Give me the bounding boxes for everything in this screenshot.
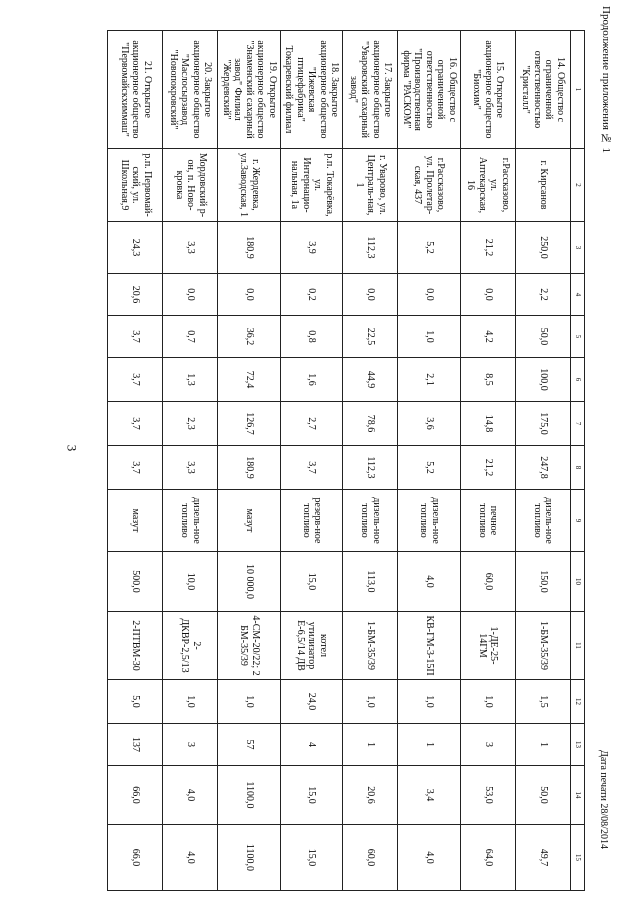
table-cell: 24,3 [108, 222, 163, 274]
table-cell: дизель-ное топливо [343, 490, 398, 552]
table-cell: 4,2 [461, 316, 516, 358]
table-cell: 0,0 [218, 274, 281, 316]
table-cell: 112,3 [343, 446, 398, 490]
table-cell: 3 [461, 724, 516, 766]
table-cell: 0,2 [281, 274, 344, 316]
table-cell: 1,0 [461, 680, 516, 724]
table-cell: г. Кирсанов [516, 149, 571, 222]
table-cell: 50,0 [516, 766, 571, 825]
table-cell: 0,0 [163, 274, 218, 316]
table-cell: 1 [398, 724, 461, 766]
table-cell: 20,6 [343, 766, 398, 825]
table-cell: 4,0 [398, 825, 461, 891]
table-cell: мазут [108, 490, 163, 552]
table-cell: 2-ПТВМ-30 [108, 612, 163, 680]
table-cell: 72,4 [218, 358, 281, 402]
table-cell: 500,0 [108, 552, 163, 612]
table-cell: 175,0 [516, 402, 571, 446]
table-cell: 180,9 [218, 446, 281, 490]
table-cell: 57 [218, 724, 281, 766]
table-cell: 3,7 [281, 446, 344, 490]
table-cell: 1100,0 [218, 766, 281, 825]
table-cell: 14,8 [461, 402, 516, 446]
table-cell: 2-ДКВР-2,5/13 [163, 612, 218, 680]
table-cell: 150,0 [516, 552, 571, 612]
table-cell: 24,0 [281, 680, 344, 724]
table-cell: 3,7 [108, 316, 163, 358]
table-cell: 4,0 [163, 766, 218, 825]
table-cell: 250,0 [516, 222, 571, 274]
table-cell: 21. Открытое акционерное общество "Первомайскхиммаш" [108, 31, 163, 149]
table-row [218, 31, 281, 891]
table-cell: 1,0 [218, 680, 281, 724]
table-cell: 3,7 [108, 446, 163, 490]
table-cell: 66,0 [108, 766, 163, 825]
table-cell: 14. Общество с ограниченной ответственностью "Кристалл" [516, 31, 571, 149]
table-cell: 137 [108, 724, 163, 766]
table-cell: резерв-ное топливо [281, 490, 344, 552]
table-cell: 1,0 [163, 680, 218, 724]
table-cell: 15,0 [281, 825, 344, 891]
print-date: Дата печати 28/08/2014 [598, 750, 609, 849]
column-number: 3 [571, 222, 585, 274]
table-cell: 3,7 [108, 402, 163, 446]
table-cell: г.Рассказово, ул. Пролетар-ская, 437 [398, 149, 461, 222]
column-number: 9 [571, 490, 585, 552]
table-cell: 1,0 [343, 680, 398, 724]
table-cell: 21,2 [461, 446, 516, 490]
table-cell: 1-БМ-35/39 [516, 612, 571, 680]
table-cell: 3,7 [108, 358, 163, 402]
table-row [398, 31, 461, 891]
table-cell: 1-БМ-35/39 [343, 612, 398, 680]
table-cell: котел утилизатор Е-6,5/14 ДВ [281, 612, 344, 680]
table-cell: 15. Открытое акционерное общество "Биохим" [461, 31, 516, 149]
table-cell: 19. Открытое акционерное общество "Знаменский сахарный завод" Филиал "Жердевский" [218, 31, 281, 149]
table-cell: 3,6 [398, 402, 461, 446]
table-cell: 0,0 [343, 274, 398, 316]
table-cell: 60,0 [461, 552, 516, 612]
table-cell: 8,5 [461, 358, 516, 402]
table-cell: 113,0 [343, 552, 398, 612]
table-cell: печное топливо [461, 490, 516, 552]
table-cell: 0,0 [461, 274, 516, 316]
table-cell: дизель-ное топливо [163, 490, 218, 552]
table-cell: КВ-ГМ-3-15П [398, 612, 461, 680]
table-cell: 5,2 [398, 222, 461, 274]
column-number: 4 [571, 274, 585, 316]
table-cell: 21,2 [461, 222, 516, 274]
table-cell: 66,0 [108, 825, 163, 891]
table-cell: 1100,0 [218, 825, 281, 891]
table-cell: 49,7 [516, 825, 571, 891]
table-cell: 60,0 [343, 825, 398, 891]
table-cell: р.п. Токарёвка, ул. Интернацио-нальная, 1а [281, 149, 344, 222]
table-cell: 247,8 [516, 446, 571, 490]
column-number: 2 [571, 149, 585, 222]
table-cell: мазут [218, 490, 281, 552]
column-number: 11 [571, 612, 585, 680]
table-cell: 1 [343, 724, 398, 766]
column-number: 6 [571, 358, 585, 402]
table-cell: 1,0 [398, 316, 461, 358]
table-cell: 44,9 [343, 358, 398, 402]
table-cell: р.п. Первомай-ский, ул. Школьная,9 [108, 149, 163, 222]
rotated-table-wrapper [108, 30, 586, 891]
table-cell: 5,0 [108, 680, 163, 724]
table-cell: 2,2 [516, 274, 571, 316]
table-cell: 15,0 [281, 766, 344, 825]
table-cell: 2,1 [398, 358, 461, 402]
table-cell: 17. Закрытое акционерное общество "Уваровский сахарный завод" [343, 31, 398, 149]
table-cell: г. Жердевка, ул.Заводская, 1 [218, 149, 281, 222]
table-cell: дизель-ное топливо [516, 490, 571, 552]
table-cell: 112,3 [343, 222, 398, 274]
table-cell: 180,9 [218, 222, 281, 274]
table-cell: 1,0 [398, 680, 461, 724]
table-cell: 1,5 [516, 680, 571, 724]
data-table [108, 30, 586, 891]
table-cell: 1 [516, 724, 571, 766]
column-number: 12 [571, 680, 585, 724]
table-cell: 10 000,0 [218, 552, 281, 612]
column-number: 7 [571, 402, 585, 446]
table-row [461, 31, 516, 891]
table-cell: 16. Общество с ограниченной ответственностью "Производственная фирма "РАСКОМ" [398, 31, 461, 149]
column-number: 8 [571, 446, 585, 490]
table-cell: 4-СМ-20/22; 2 БМ-35/39 [218, 612, 281, 680]
column-number-row [571, 31, 585, 891]
table-cell: 3,3 [163, 446, 218, 490]
table-cell: 64,0 [461, 825, 516, 891]
table-row [343, 31, 398, 891]
table-row [163, 31, 218, 891]
table-cell: 0,8 [281, 316, 344, 358]
table-cell: 0,0 [398, 274, 461, 316]
table-cell: 126,7 [218, 402, 281, 446]
table-cell: 4 [281, 724, 344, 766]
table-cell: г. Уварово, ул. Централь-ная, 1 [343, 149, 398, 222]
table-cell: 100,0 [516, 358, 571, 402]
table-cell: 3,3 [163, 222, 218, 274]
table-cell: 4,0 [163, 825, 218, 891]
table-cell: 1,6 [281, 358, 344, 402]
page-number: 3 [64, 444, 80, 452]
table-cell: 36,2 [218, 316, 281, 358]
table-cell: Мордовский р-он, п. Ново-кровка [163, 149, 218, 222]
table-cell: 5,2 [398, 446, 461, 490]
table-cell: 4,0 [398, 552, 461, 612]
column-number: 13 [571, 724, 585, 766]
column-number: 14 [571, 766, 585, 825]
table-cell: 53,0 [461, 766, 516, 825]
table-cell: дизель-ное топливо [398, 490, 461, 552]
table-cell: 18. Закрытое акционерное общество "Ижевская птицефабрика" Токаревский филиал [281, 31, 344, 149]
appendix-note: Продолжение приложения № 1 [600, 6, 612, 153]
table-cell: 2,7 [281, 402, 344, 446]
table-cell: 3,4 [398, 766, 461, 825]
table-cell: 3,9 [281, 222, 344, 274]
table-cell: 0,7 [163, 316, 218, 358]
table-cell: 50,0 [516, 316, 571, 358]
table-cell: 22,5 [343, 316, 398, 358]
table-cell: 20,6 [108, 274, 163, 316]
table-cell: 3 [163, 724, 218, 766]
table-cell: 1-ДЕ-25-14ГМ [461, 612, 516, 680]
table-cell: 15,0 [281, 552, 344, 612]
column-number: 15 [571, 825, 585, 891]
table-cell: 20. Закрытое акционерное общество "Маслосырзавод "Новопокровский" [163, 31, 218, 149]
table-cell: 78,6 [343, 402, 398, 446]
table-cell: г.Рассказово, ул. Аптекарская, 16 [461, 149, 516, 222]
table-cell: 1,3 [163, 358, 218, 402]
table-row [281, 31, 344, 891]
column-number: 10 [571, 552, 585, 612]
table-cell: 10,0 [163, 552, 218, 612]
table-row [108, 31, 163, 891]
column-number: 5 [571, 316, 585, 358]
table-cell: 2,3 [163, 402, 218, 446]
column-number: 1 [571, 31, 585, 149]
table-row [516, 31, 571, 891]
